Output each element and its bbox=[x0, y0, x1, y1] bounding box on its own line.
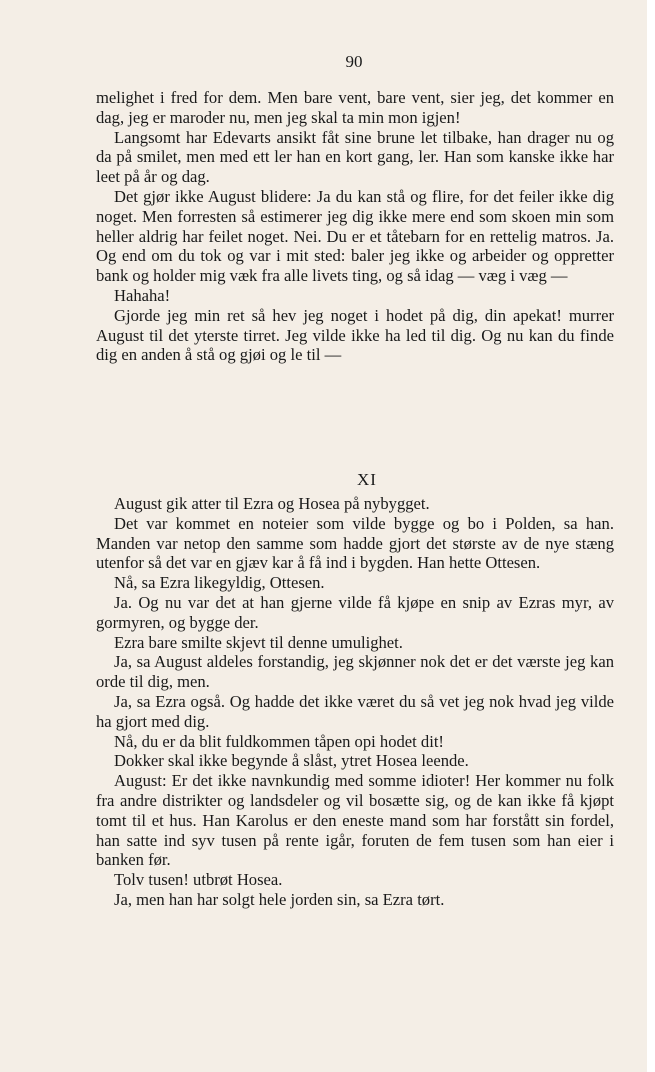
paragraph: Ja. Og nu var det at han gjerne vilde få kjøpe en snip av Ezras myr, av gormyren, og bygge der. bbox=[96, 592, 614, 632]
paragraph: Ja, men han har solgt hele jorden sin, sa Ezra tørt. bbox=[114, 889, 445, 909]
paragraph: Tolv tusen! utbrøt Hosea. bbox=[114, 870, 283, 890]
paragraph: Ezra bare smilte skjevt til denne umulighet. bbox=[114, 632, 403, 652]
paragraph: Gjorde jeg min ret så hev jeg noget i hodet på dig, din apekat! murrer August til det yterste tirret. Jeg vilde ikke ha led til dig. Og nu kan du finde dig en anden å stå og gjøi og le til — bbox=[96, 305, 614, 365]
paragraph: Ja, sa August aldeles forstandig, jeg skjønner nok det er det værste jeg kan orde til dig, men. bbox=[96, 652, 614, 692]
paragraph: Det gjør ikke August blidere: Ja du kan stå og flire, for det feiler ikke dig noget. Men forresten så estimerer jeg dig ikke mere end som skoen min som heller aldrig har feilet noget. Nei. Du er et tåtebarn for en rettelig matros. Ja. Og end om du tok og var i mit sted: baler jeg ikke og arbeider og oppretter bank og holder mig væk fra alle livets ting, og så idag — væg i væg — bbox=[96, 186, 614, 286]
chapter-heading: XI bbox=[357, 470, 377, 489]
paragraph: Ja, sa Ezra også. Og hadde det ikke været du så vet jeg nok hvad jeg vilde ha gjort med dig. bbox=[96, 691, 614, 731]
text-block-chapter-xi bbox=[96, 494, 614, 910]
paragraph: Dokker skal ikke begynde å slåst, ytret Hosea leende. bbox=[114, 751, 469, 771]
paragraph: melighet i fred for dem. Men bare vent, bare vent, sier jeg, det kommer en dag, jeg er maroder nu, men jeg skal ta min mon igjen! bbox=[96, 88, 614, 127]
page-edge bbox=[647, 0, 655, 1072]
paragraph: Hahaha! bbox=[114, 285, 171, 305]
paragraph: Nå, sa Ezra likegyldig, Ottesen. bbox=[114, 573, 325, 593]
paragraph: Langsomt har Edevarts ansikt fåt sine brune let tilbake, han drager nu og da på smilet, men med ett ler han en kort gang, ler. Han som kanske ikke har leet på år og dag. bbox=[96, 127, 614, 187]
paragraph: August gik atter til Ezra og Hosea på nybygget. bbox=[114, 494, 430, 513]
page-number: 90 bbox=[345, 52, 363, 71]
text-block-before-chapter bbox=[96, 88, 614, 365]
paragraph: August: Er det ikke navnkundig med somme idioter! Her kommer nu folk fra andre distrikter og landsdeler og vil bosætte sig, og de kan ikke få kjøpt tomt til et hus. Han Karolus er den eneste mand som har forstått sin fordel, han satte ind syv tusen på rente igår, foruten de fem tusen som han eier i banken før. bbox=[96, 771, 614, 870]
paragraph: Det var kommet en noteier som vilde bygge og bo i Polden, sa han. Manden var netop den samme som hadde gjort det største av de nye stæng utenfor så det var en gjæv kar å få ind i bygden. Han hette Ottesen. bbox=[96, 513, 614, 573]
paragraph: Nå, du er da blit fuldkommen tåpen opi hodet dit! bbox=[114, 731, 444, 751]
